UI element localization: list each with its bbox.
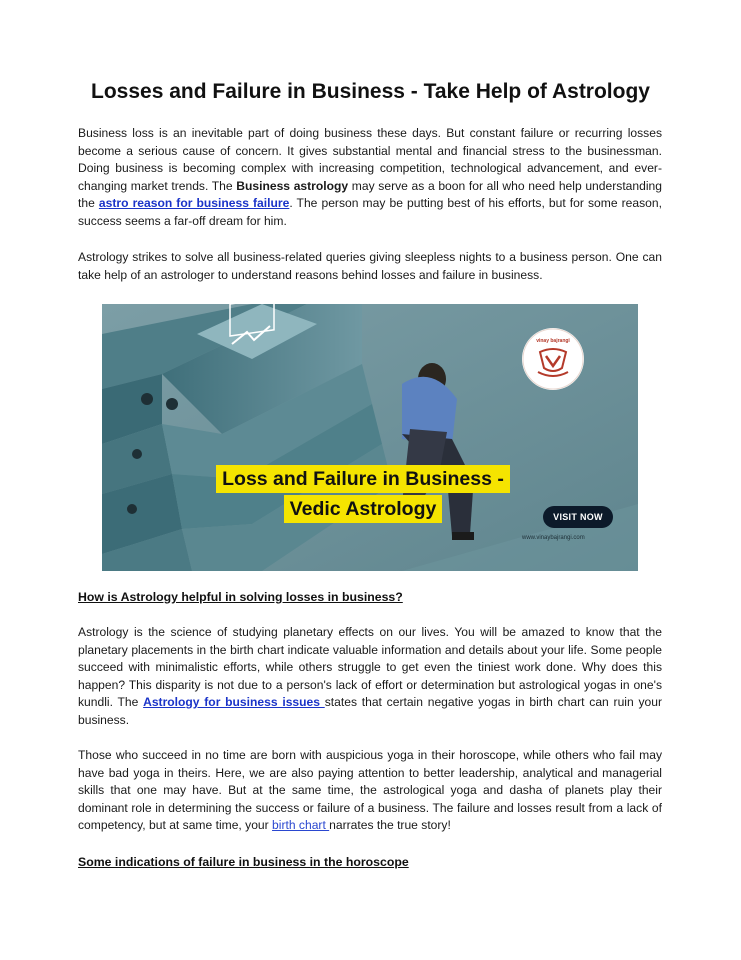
- section2-heading: Some indications of failure in business in the horoscope: [78, 855, 409, 869]
- section1-heading: How is Astrology helpful in solving losses in business?: [78, 590, 403, 604]
- section1-p2-text-a: Those who succeed in no time are born with auspicious yoga in their horoscope, while others who fail may have bad yoga in theirs. Here, we are also paying attention to better leadership, analytical and managerial skills that one may have. But at the same time, the astrological yoga and dasha of planets play their dominant role in determining the success or failure of a business. The failure and losses result from a lack of competency, but at same time, your: [78, 748, 662, 833]
- intro-paragraph-2: Astrology strikes to solve all business-related queries giving sleepless nights to a business person. One can take help of an astrologer to understand reasons behind losses and failure in business.: [78, 250, 662, 282]
- business-astrology-bold: Business astrology: [236, 178, 349, 193]
- section1-paragraph-2: [78, 747, 662, 835]
- page-title: Losses and Failure in Business - Take Help of Astrology: [91, 80, 650, 103]
- banner-url: www.vinaybajrangi.com: [522, 535, 585, 541]
- astrology-business-issues-link[interactable]: Astrology for business issues: [143, 695, 325, 710]
- section1-text-b: states that certain negative yogas in birth chart can ruin your business.: [78, 695, 662, 727]
- visit-now-button[interactable]: VISIT NOW: [543, 506, 613, 528]
- banner-line-1: Loss and Failure in Business -: [216, 465, 510, 493]
- intro-paragraph-1: [78, 125, 662, 231]
- astro-reason-link[interactable]: astro reason for business failure: [98, 196, 290, 211]
- section1-text-a: Astrology is the science of studying planetary effects on our lives. You will be amazed to know that the planetary placements in the birth chart indicate valuable information and details about your life. Some people succeed with minimalistic efforts, while others struggle to get even the tiniest work done. Why does this happen? This disparity is not due to a person's lack of effort or determination but astrological yogas in one's kundli. The: [78, 625, 662, 710]
- banner-image[interactable]: [102, 304, 638, 571]
- birth-chart-link[interactable]: birth chart: [272, 818, 330, 833]
- logo-text: vinay bajrangi: [536, 338, 570, 344]
- intro-text-c: . The person may be putting best of his efforts, but for some reason, success seems a far-off dream for him.: [78, 196, 662, 228]
- banner-title: [215, 464, 511, 524]
- intro-text-b: may serve as a boon for all who need help understanding the: [78, 178, 662, 211]
- brand-logo[interactable]: [522, 328, 584, 390]
- banner-line-2: Vedic Astrology: [284, 495, 443, 523]
- section1-paragraph-1: [78, 624, 662, 730]
- section1-p2-text-b: narrates the true story!: [329, 818, 451, 833]
- intro-text-a: Business loss is an inevitable part of doing business these days. But constant failure or recurring losses become a serious cause of concern. It gives substantial mental and financial stress to the businessman. Doing business is becoming complex with increasing competition, technological advancement, and ever-changing market trends. The: [78, 126, 662, 193]
